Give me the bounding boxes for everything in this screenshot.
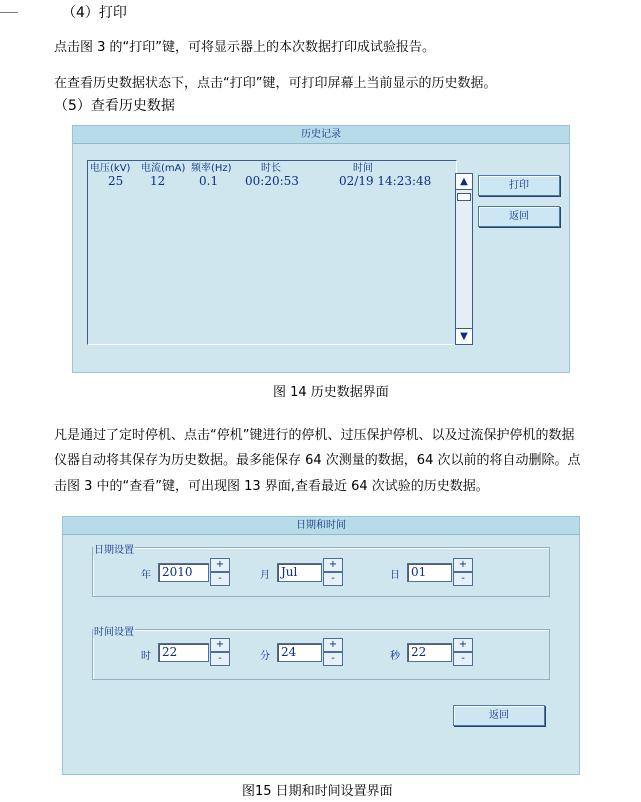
figure-15-caption: 图15 日期和时间设置界面 [242, 784, 393, 799]
month-stepper[interactable] [323, 558, 343, 586]
month-field[interactable]: Jul [277, 563, 322, 582]
history-panel-title: 历史记录 [73, 126, 569, 144]
month-minus-button[interactable]: - [323, 572, 343, 586]
column-header-voltage: 电压(kV) [90, 163, 131, 174]
month-plus-button[interactable]: + [323, 558, 343, 572]
section4-heading: （4）打印 [62, 5, 127, 21]
figure-14-caption: 图 14 历史数据界面 [273, 385, 389, 400]
hour-stepper[interactable] [210, 638, 230, 666]
print-button[interactable]: 打印 [478, 175, 560, 196]
paragraph-3-line-3: 击图 3 中的“查看”键，可出现图 13 界面,查看最近 64 次试验的历史数据。 [54, 479, 489, 494]
column-header-frequency: 频率(Hz) [191, 163, 232, 174]
day-field[interactable]: 01 [407, 563, 452, 582]
day-minus-button[interactable]: - [453, 572, 473, 586]
month-label: 月 [260, 570, 270, 581]
year-stepper[interactable] [210, 558, 230, 586]
year-label: 年 [141, 570, 151, 581]
column-header-duration: 时长 [261, 163, 281, 174]
scroll-thumb[interactable] [457, 193, 471, 201]
section4-paragraph-1: 点击图 3 的“打印”键，可将显示器上的本次数据打印成试验报告。 [54, 40, 436, 55]
hour-label: 时 [141, 651, 151, 662]
second-label: 秒 [390, 651, 400, 662]
date-group-label: 日期设置 [93, 541, 135, 556]
scroll-down-arrow-icon[interactable]: ▼ [456, 328, 472, 344]
section4-paragraph-2: 在查看历史数据状态下，点击“打印”键，可打印屏幕上当前显示的历史数据。 [54, 76, 497, 91]
minute-stepper[interactable] [323, 638, 343, 666]
day-label: 日 [390, 570, 400, 581]
history-scrollbar[interactable] [455, 173, 473, 345]
minute-minus-button[interactable]: - [323, 652, 343, 666]
paragraph-3-line-2: 仪器自动将其保存为历史数据。最多能保存 64 次测量的数据，64 次以前的将自动删除。点 [54, 453, 581, 468]
datetime-panel [62, 516, 580, 775]
datetime-panel-title: 日期和时间 [63, 517, 579, 535]
section5-heading: （5）查看历史数据 [54, 98, 175, 114]
day-plus-button[interactable]: + [453, 558, 473, 572]
column-header-current: 电流(mA) [141, 163, 186, 174]
second-minus-button[interactable]: - [453, 652, 473, 666]
year-field[interactable]: 2010 [158, 563, 209, 582]
time-group-label: 时间设置 [93, 623, 135, 638]
history-row[interactable] [87, 173, 455, 191]
second-plus-button[interactable]: + [453, 638, 473, 652]
row-time: 02/19 14:23:48 [339, 174, 432, 188]
row-duration: 00:20:53 [245, 174, 299, 188]
second-stepper[interactable] [453, 638, 473, 666]
hour-field[interactable]: 22 [158, 643, 209, 662]
column-header-time: 时间 [353, 163, 373, 174]
history-back-button[interactable]: 返回 [478, 206, 560, 227]
minute-label: 分 [260, 651, 270, 662]
hour-minus-button[interactable]: - [210, 652, 230, 666]
year-minus-button[interactable]: - [210, 572, 230, 586]
corner-mark [0, 12, 18, 13]
scroll-up-arrow-icon[interactable]: ▲ [456, 174, 472, 190]
datetime-back-button[interactable]: 返回 [453, 705, 545, 726]
minute-field[interactable]: 24 [277, 643, 322, 662]
history-panel [72, 125, 570, 373]
second-field[interactable]: 22 [407, 643, 452, 662]
row-frequency: 0.1 [199, 174, 219, 188]
paragraph-3-line-1: 凡是通过了定时停机、点击“停机”键进行的停机、过压保护停机、以及过流保护停机的数据 [54, 428, 575, 443]
row-voltage: 25 [108, 174, 124, 188]
year-plus-button[interactable]: + [210, 558, 230, 572]
hour-plus-button[interactable]: + [210, 638, 230, 652]
minute-plus-button[interactable]: + [323, 638, 343, 652]
row-current: 12 [150, 174, 166, 188]
day-stepper[interactable] [453, 558, 473, 586]
